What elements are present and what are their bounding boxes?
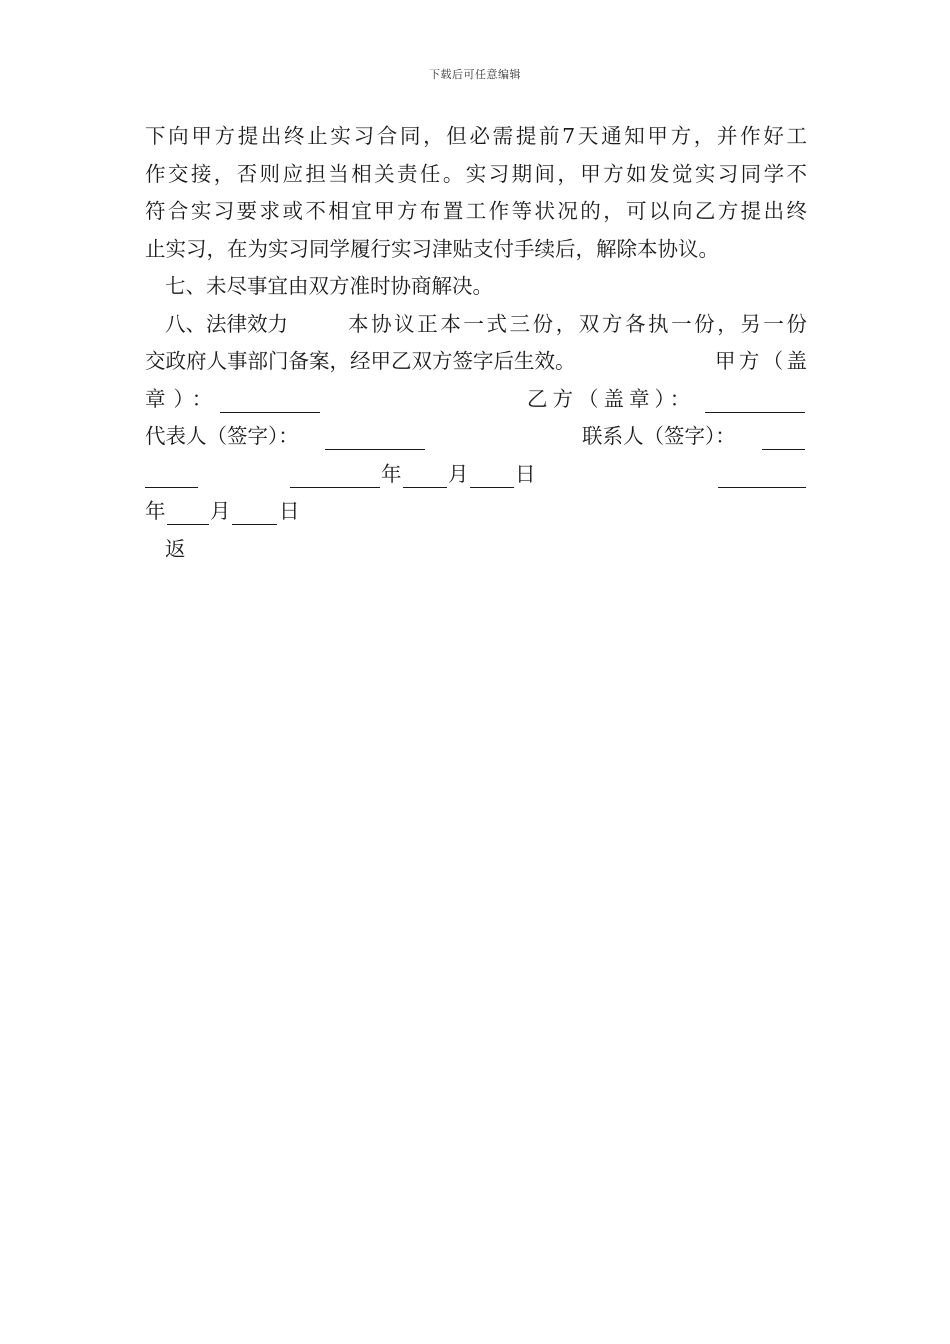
year-label: 年	[145, 499, 166, 523]
party-a-month-blank[interactable]	[403, 461, 447, 488]
contact-label: 联系人（签字）：	[582, 424, 736, 448]
signature-line-3	[145, 456, 807, 494]
party-b-label: 乙方（盖章）：	[527, 386, 696, 411]
day-label: 日	[515, 461, 536, 486]
clause-8-line2	[145, 343, 807, 381]
paragraph-line: 下向甲方提出终止实习合同，但必需提前7天通知甲方，并作好工	[145, 124, 807, 148]
party-a-day-blank[interactable]	[470, 461, 514, 488]
party-b-year-blank[interactable]	[718, 461, 806, 488]
clause-8-heading: 八、法律效力	[165, 311, 288, 336]
document-body	[145, 118, 807, 568]
clause-8-body-cont: 交政府人事部门备案，经甲乙双方签字后生效。	[145, 349, 576, 373]
day-label: 日	[279, 499, 300, 523]
representative-signature-blank[interactable]	[325, 423, 425, 450]
signature-line-2	[145, 418, 807, 456]
trailing-text: 返	[165, 536, 186, 561]
contact-signature-blank[interactable]	[762, 423, 805, 450]
paragraph-line: 符合实习要求或不相宜甲方布置工作等状况的，可以向乙方提出终	[145, 199, 807, 223]
party-b-seal-blank[interactable]	[705, 386, 805, 413]
contact-signature-blank-cont[interactable]	[145, 461, 198, 488]
month-label: 月	[210, 499, 231, 523]
signature-line-1	[145, 381, 807, 419]
paragraph-line: 止实习，在为实习同学履行实习津贴支付手续后，解除本协议。	[145, 236, 719, 261]
party-a-seal-blank[interactable]	[220, 386, 320, 413]
party-b-day-blank[interactable]	[232, 498, 277, 525]
page-header: 下载后可任意编辑	[429, 68, 521, 81]
party-a-year-blank[interactable]	[290, 461, 380, 488]
clause-7: 七、未尽事宜由双方准时协商解决。	[165, 274, 493, 298]
party-a-label: 甲方（盖	[715, 349, 807, 373]
clause-8-line1	[145, 306, 807, 344]
month-label: 月	[448, 461, 469, 486]
clause-8-body: 本协议正本一式三份，双方各执一份，另一份	[348, 311, 807, 336]
paragraph-line: 作交接，否则应担当相关责任。实习期间，甲方如发觉实习同学不	[145, 161, 807, 186]
representative-label: 代表人（签字）：	[145, 424, 299, 448]
party-b-month-blank[interactable]	[167, 498, 209, 525]
year-label: 年	[381, 461, 402, 486]
signature-line-4	[145, 493, 807, 531]
party-a-label-cont: 章）：	[145, 386, 221, 411]
